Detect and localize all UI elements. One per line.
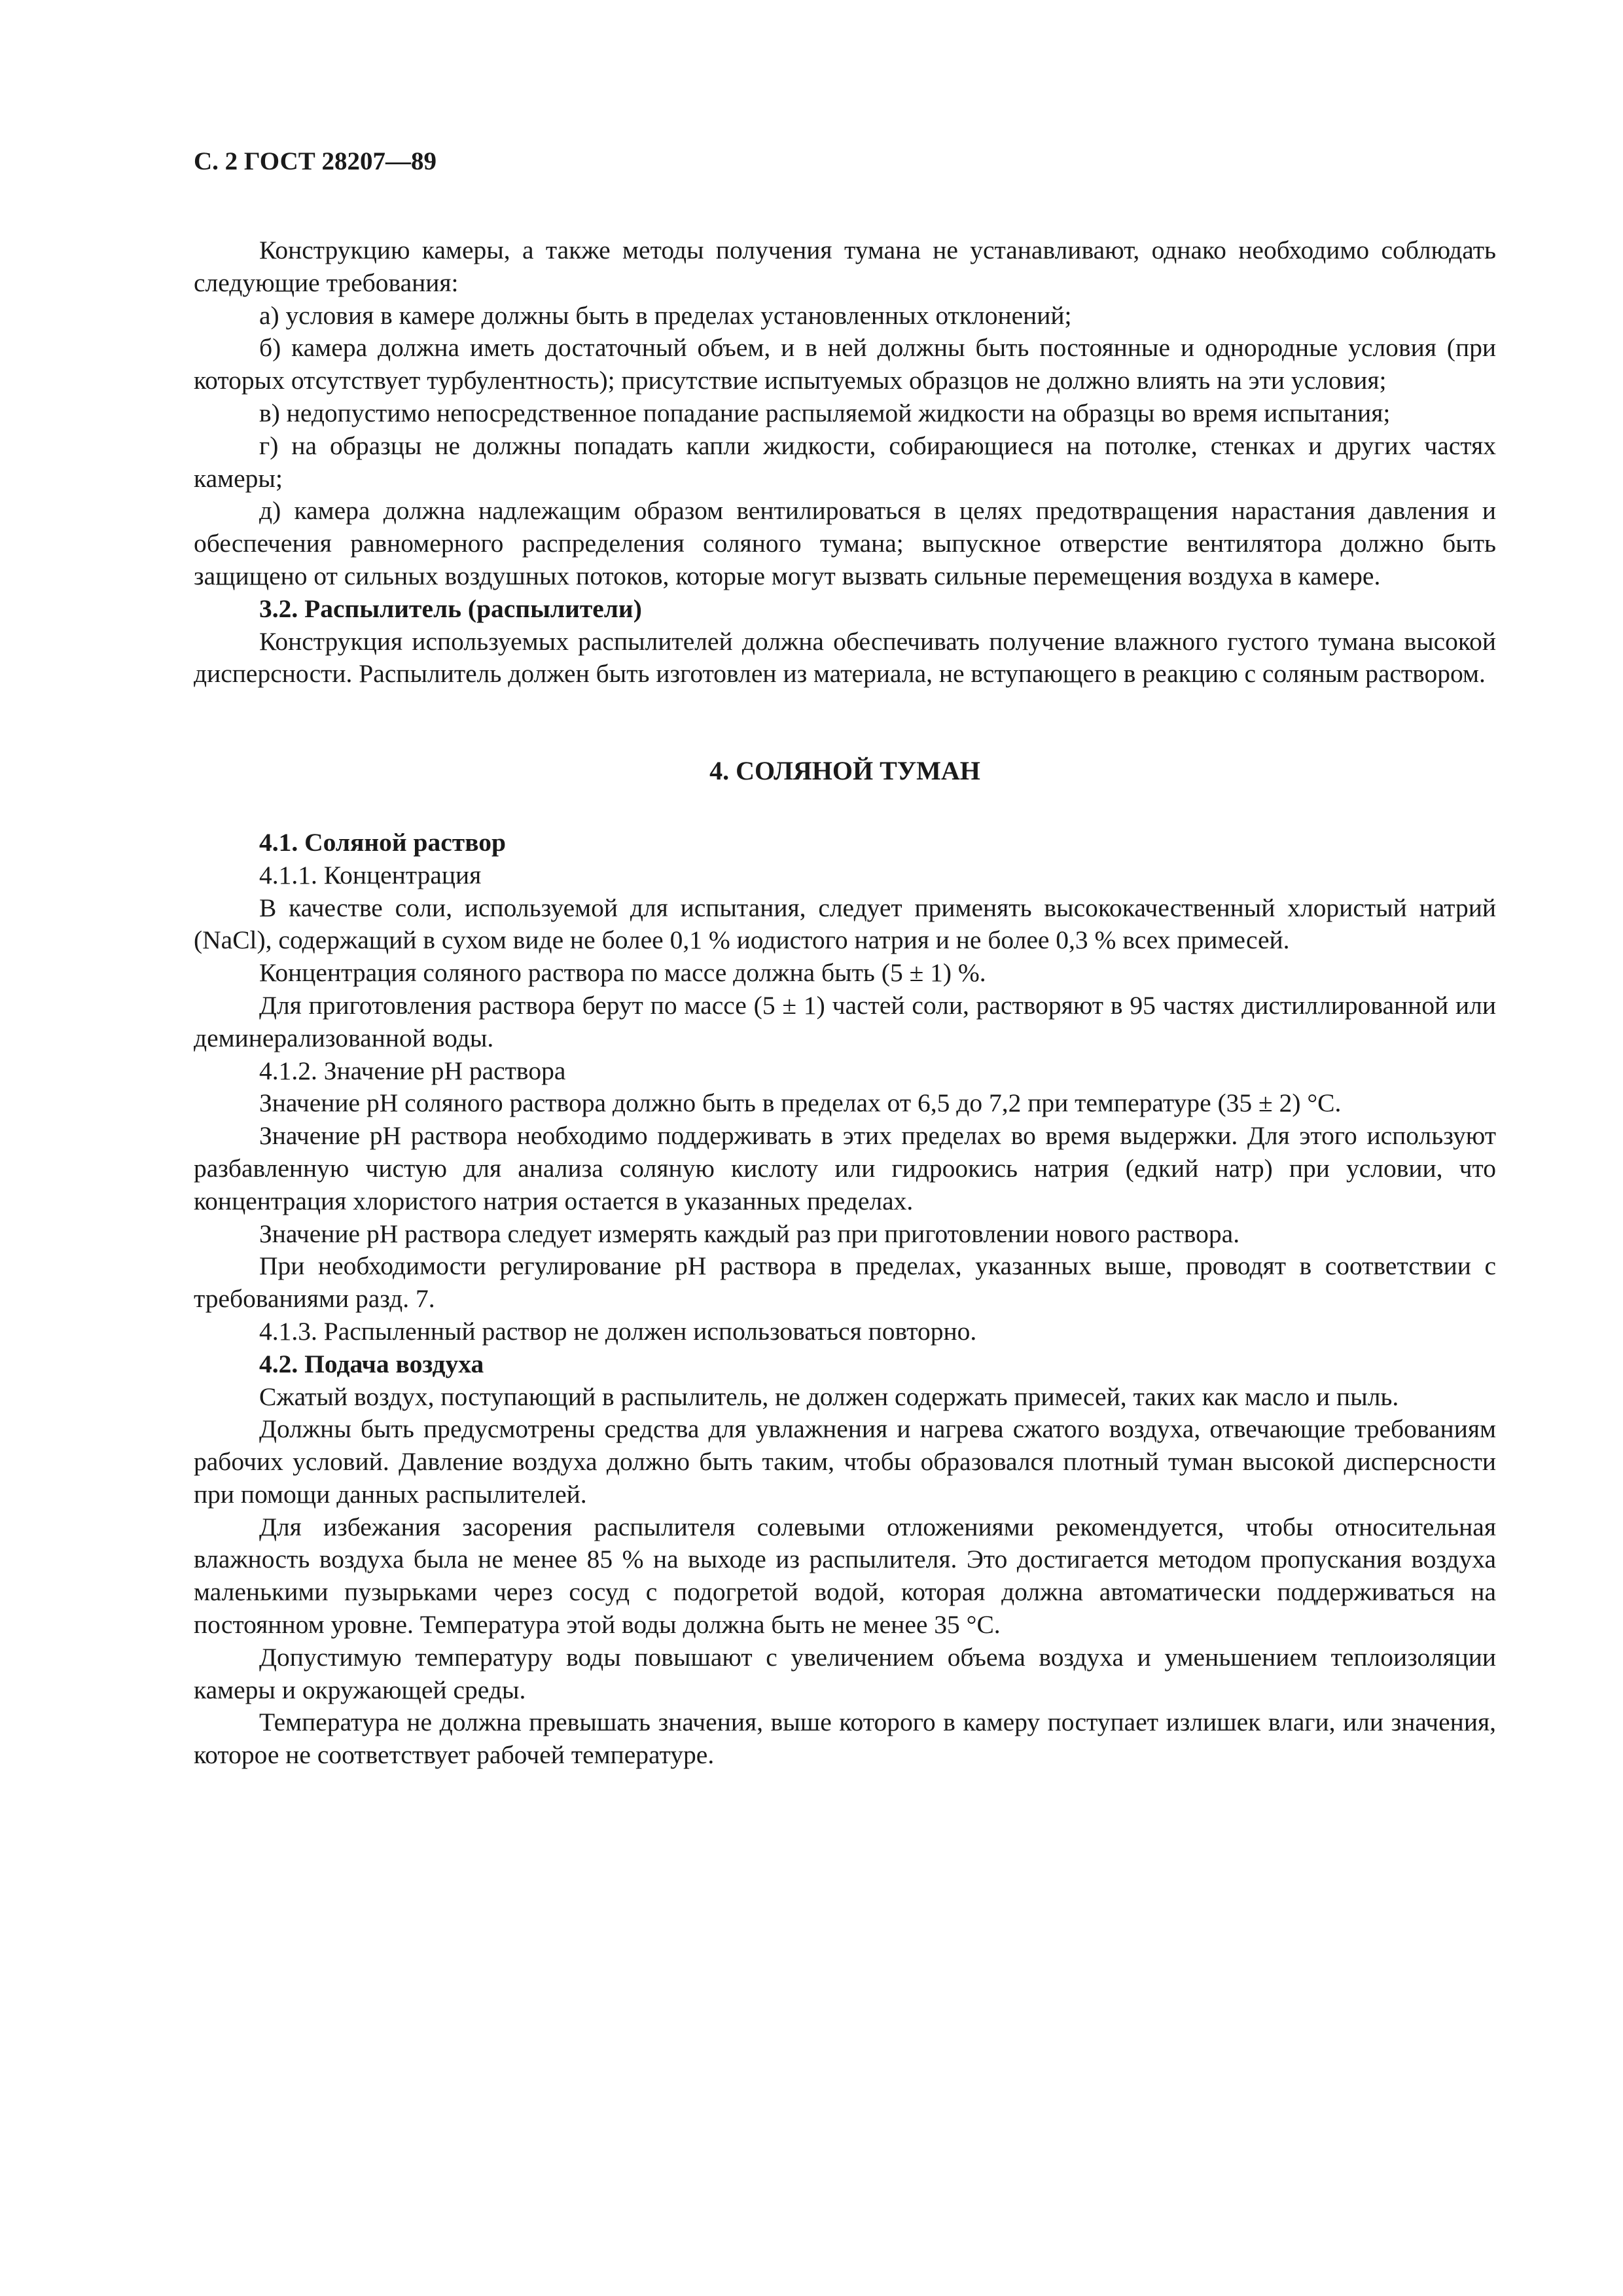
- paragraph: Значение pH раствора следует измерять каждый раз при приготовлении нового раствора.: [259, 1219, 1240, 1248]
- paragraph: Конструкцию камеры, а также методы получения тумана не устанавливают, однако необходимо соблюдать следующие требования:: [194, 236, 1496, 297]
- subsubsection-heading: 4.1.1. Концентрация: [259, 860, 482, 889]
- paragraph: Значение pH соляного раствора должно быть в пределах от 6,5 до 7,2 при температуре (35 ± 2) °С.: [259, 1088, 1342, 1118]
- subsection-heading: 4.2. Подача воздуха: [259, 1349, 484, 1378]
- list-item: а) условия в камере должны быть в пределах установленных отклонений;: [259, 300, 1072, 330]
- list-item: в) недопустимо непосредственное попадание распыляемой жидкости на образцы во время испытания;: [259, 398, 1391, 427]
- paragraph: Температура не должна превышать значения, выше которого в камеру поступает излишек влаги, или значения, которое не соответствует рабочей температуре.: [194, 1708, 1496, 1770]
- paragraph: При необходимости регулирование pH раствора в пределах, указанных выше, проводят в соответствии с требованиями разд. 7.: [194, 1251, 1496, 1314]
- section-title: 4. СОЛЯНОЙ ТУМАН: [709, 756, 980, 786]
- paragraph: Концентрация соляного раствора по массе должна быть (5 ± 1) %.: [259, 958, 986, 988]
- paragraph: Значение pH раствора необходимо поддерживать в этих пределах во время выдержки. Для этого используют разбавленную чистую для анализа соляную кислоту или гидроокись натрия (едкий натр) при условии, что концентрация хлористого натрия остается в указанных пределах.: [194, 1121, 1496, 1215]
- paragraph: 4.1.3. Распыленный раствор не должен использоваться повторно.: [259, 1316, 977, 1346]
- subsection-heading: 3.2. Распылитель (распылители): [259, 594, 642, 623]
- paragraph: Допустимую температуру воды повышают с увеличением объема воздуха и уменьшением теплоизоляции камеры и окружающей среды.: [194, 1642, 1496, 1704]
- list-item: г) на образцы не должны попадать капли жидкости, собирающиеся на потолке, стенках и других частях камеры;: [194, 431, 1496, 493]
- paragraph: Должны быть предусмотрены средства для увлажнения и нагрева сжатого воздуха, отвечающие требованиям рабочих условий. Давление воздуха должно быть таким, чтобы образовался плотный туман высокой дисперсности при помощи данных распылителей.: [194, 1414, 1496, 1509]
- page-header: С. 2 ГОСТ 28207—89: [194, 147, 437, 175]
- list-item: б) камера должна иметь достаточный объем, и в ней должны быть постоянные и однородные условия (при которых отсутствует турбулентность); присутствие испытуемых образцов не должно влиять на эти условия;: [194, 333, 1496, 395]
- list-item: д) камера должна надлежащим образом вентилироваться в целях предотвращения нарастания давления и обеспечения равномерного распределения соляного тумана; выпускное отверстие вентилятора должно быть защищено от сильных воздушных потоков, которые могут вызвать сильные перемещения воздуха в камере.: [194, 496, 1496, 590]
- paragraph: Для приготовления раствора берут по массе (5 ± 1) частей соли, растворяют в 95 частях дистиллированной или деминерализованной воды.: [194, 990, 1496, 1052]
- subsubsection-heading: 4.1.2. Значение pH раствора: [259, 1056, 566, 1085]
- document-page: [194, 145, 1496, 1772]
- paragraph: Сжатый воздух, поступающий в распылитель, не должен содержать примесей, таких как масло и пыль.: [259, 1382, 1399, 1411]
- paragraph: Конструкция используемых распылителей должна обеспечивать получение влажного густого тумана высокой дисперсности. Распылитель должен быть изготовлен из материала, не вступающего в реакцию с соляным раствором.: [194, 626, 1496, 689]
- subsection-heading: 4.1. Соляной раствор: [259, 827, 506, 857]
- paragraph: В качестве соли, используемой для испытания, следует применять высококачественный хлористый натрий (NaCl), содержащий в сухом виде не более 0,1 % иодистого натрия и не более 0,3 % всех примесей.: [194, 893, 1496, 955]
- paragraph: Для избежания засорения распылителя солевыми отложениями рекомендуется, чтобы относительная влажность воздуха была не менее 85 % на выходе из распылителя. Это достигается методом пропускания воздуха маленькими пузырьками через сосуд с подогретой водой, которая должна автоматически поддерживаться на постоянном уровне. Температура этой воды должна быть не менее 35 °С.: [194, 1512, 1496, 1640]
